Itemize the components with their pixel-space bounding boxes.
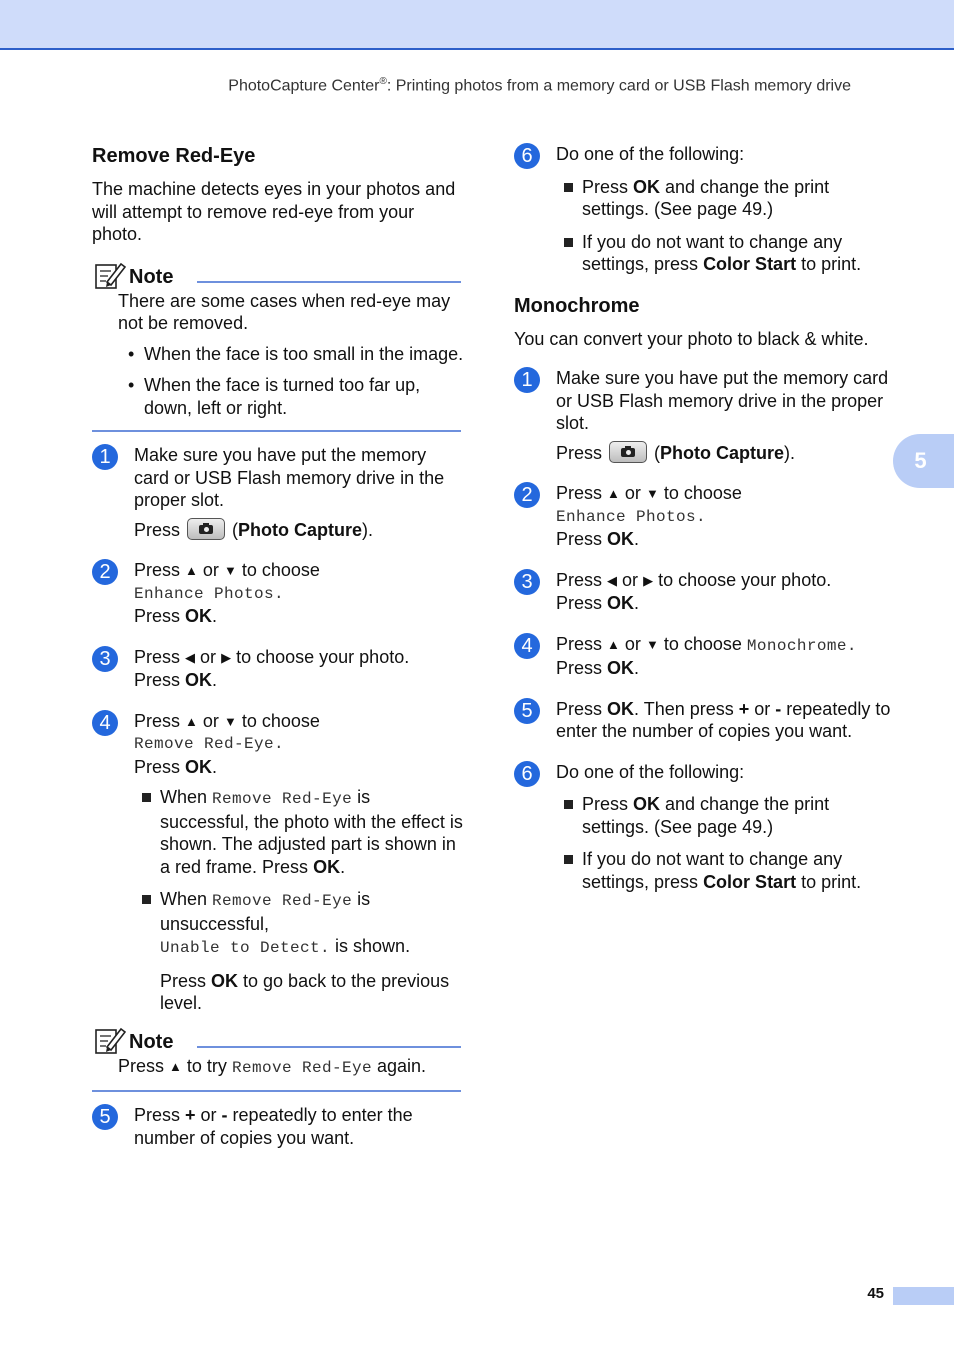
- step-text: Press ◀ or ▶ to choose your photo.: [556, 569, 894, 593]
- right-arrow-icon: ▶: [643, 572, 654, 588]
- step-number-badge: 4: [92, 710, 118, 736]
- step-text: Press ▲ or ▼ to choose: [134, 559, 464, 583]
- up-arrow-icon: ▲: [607, 486, 620, 501]
- page-number: 45: [867, 1285, 884, 1302]
- step-text: Press ▲ or ▼ to choose: [556, 482, 894, 506]
- step-text: Press + or - repeatedly to enter the number of copies you want.: [134, 1105, 413, 1148]
- down-arrow-icon: ▼: [223, 713, 237, 729]
- press-ok-text: Press OK.: [134, 670, 218, 690]
- up-arrow-icon: ▲: [185, 713, 198, 729]
- step-2: [92, 559, 464, 628]
- note-divider: [197, 1046, 461, 1048]
- right-arrow-icon: ▶: [221, 649, 232, 665]
- step-number-badge: 2: [514, 482, 540, 508]
- step-6: [514, 143, 894, 276]
- step-number-badge: 5: [514, 698, 540, 724]
- step-1: [92, 444, 464, 541]
- up-arrow-icon: ▲: [185, 563, 198, 578]
- down-arrow-icon: ▼: [645, 486, 659, 501]
- note-text: Press ▲ to try Remove Red-Eye again.: [118, 1055, 427, 1077]
- note-text: There are some cases when red-eye may not be removed.: [118, 290, 451, 333]
- option-item: Press OK and change the print settings. (See page 49.): [562, 176, 894, 221]
- section-heading-monochrome: Monochrome: [514, 294, 640, 317]
- note-divider: [197, 281, 461, 283]
- step-3: [514, 569, 894, 615]
- press-ok-text: Press OK.: [134, 756, 218, 777]
- step-4: [92, 710, 464, 1015]
- step-text: Make sure you have put the memory card or USB Flash memory drive in the proper slot.: [556, 368, 889, 433]
- step-number-badge: 1: [92, 444, 118, 470]
- step-text: Do one of the following:: [556, 144, 745, 164]
- step-number-badge: 3: [92, 646, 118, 672]
- lcd-text: Enhance Photos.: [134, 584, 285, 603]
- chapter-tab: 5: [893, 434, 954, 488]
- step-number-badge: 6: [514, 143, 540, 169]
- option-item: If you do not want to change any settings, press Color Start to print.: [562, 848, 894, 893]
- step-number-badge: 5: [92, 1104, 118, 1130]
- note-title: Note: [129, 1030, 174, 1053]
- note-title: Note: [129, 265, 174, 288]
- top-band: [0, 0, 954, 50]
- up-arrow-icon: ▲: [607, 636, 620, 652]
- note-pencil-icon: [94, 260, 126, 290]
- step-press-line: Press (Photo Capture).: [134, 519, 374, 540]
- step-text: Press ▲ or ▼ to choose: [134, 710, 464, 734]
- press-ok-text: Press OK.: [134, 606, 218, 626]
- running-header: PhotoCapture Center®: Printing photos from a memory card or USB Flash memory drive: [228, 76, 851, 95]
- step-text: Do one of the following:: [556, 761, 745, 782]
- note-divider: [92, 1090, 461, 1092]
- note-divider: [92, 430, 461, 432]
- lcd-text: Remove Red-Eye.: [134, 735, 285, 753]
- step-5: [514, 698, 894, 743]
- step-number-badge: 4: [514, 633, 540, 659]
- photo-capture-button-icon: [609, 441, 647, 463]
- right-column: [514, 143, 894, 903]
- step-number-badge: 2: [92, 559, 118, 585]
- step-text: Press OK. Then press + or - repeatedly to enter the number of copies you want.: [556, 698, 891, 741]
- step-6: [514, 761, 894, 894]
- step-text: Press ◀ or ▶ to choose your photo.: [134, 646, 464, 670]
- go-back-text: Press OK to go back to the previous level.: [160, 970, 450, 1013]
- left-arrow-icon: ◀: [607, 572, 618, 588]
- step-number-badge: 1: [514, 367, 540, 393]
- intro-paragraph: You can convert your photo to black & white.: [514, 328, 869, 349]
- step-text: Press ▲ or ▼ to choose Monochrome.: [556, 633, 857, 655]
- page-number-bar: [893, 1287, 954, 1305]
- down-arrow-icon: ▼: [645, 636, 659, 652]
- result-item-success: When Remove Red-Eye is successful, the photo with the effect is shown. The adjusted part is shown in a red frame. Press OK.: [140, 786, 464, 878]
- step-text: Make sure you have put the memory card or USB Flash memory drive in the proper slot.: [134, 445, 445, 510]
- step-press-line: Press (Photo Capture).: [556, 442, 796, 463]
- option-item: Press OK and change the print settings. (See page 49.): [562, 793, 894, 838]
- left-column: [92, 144, 464, 1149]
- step-4: [514, 633, 894, 680]
- down-arrow-icon: ▼: [223, 563, 237, 578]
- step-3: [92, 646, 464, 692]
- step-number-badge: 6: [514, 761, 540, 787]
- photo-capture-button-icon: [187, 518, 225, 540]
- step-1: [514, 367, 894, 464]
- note-bullet: • When the face is turned too far up, down, left or right.: [128, 374, 464, 419]
- note-box: [92, 260, 464, 433]
- up-arrow-icon: ▲: [169, 1058, 182, 1074]
- option-item: If you do not want to change any settings, press Color Start to print.: [562, 231, 894, 276]
- intro-paragraph: The machine detects eyes in your photos and will attempt to remove red-eye from your photo.: [92, 179, 456, 244]
- lcd-text: Enhance Photos.: [556, 507, 707, 526]
- note-bullet: • When the face is too small in the image.: [128, 343, 464, 366]
- press-ok-text: Press OK.: [556, 529, 640, 549]
- step-number-badge: 3: [514, 569, 540, 595]
- note-pencil-icon: [94, 1025, 126, 1055]
- result-item-unsuccess: When Remove Red-Eye is unsuccessful, Unable to Detect. is shown. Press OK to go back to the previous level.: [140, 888, 464, 1015]
- section-heading-remove-red-eye: Remove Red-Eye: [92, 145, 256, 167]
- step-5: [92, 1104, 464, 1149]
- note-box: [92, 1025, 464, 1093]
- left-arrow-icon: ◀: [185, 649, 196, 665]
- step-2: [514, 482, 894, 551]
- press-ok-text: Press OK.: [556, 658, 640, 678]
- press-ok-text: Press OK.: [556, 593, 640, 613]
